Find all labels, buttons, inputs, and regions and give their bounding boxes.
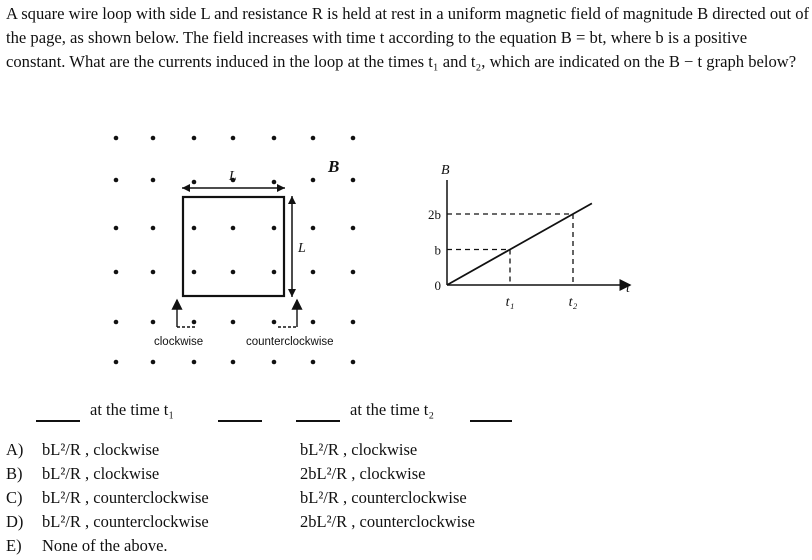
field-label: B bbox=[328, 157, 340, 176]
y-tick-label: 2b bbox=[428, 207, 441, 222]
choice-letter: E) bbox=[6, 536, 22, 555]
choice-t1: bL²/R , counterclockwise bbox=[42, 488, 209, 507]
choice-t2: bL²/R , counterclockwise bbox=[300, 488, 467, 507]
counterclockwise-label: counterclockwise bbox=[246, 336, 334, 348]
y-axis-label: B bbox=[441, 163, 450, 178]
x-tick-label: t₁ bbox=[505, 295, 515, 310]
side-label-right: L bbox=[298, 241, 306, 256]
y-tick-label: b bbox=[434, 242, 441, 258]
header-t2: at the time t₂ bbox=[350, 400, 435, 419]
problem-statement: A square wire loop with side L and resistance R is held at rest in a uniform magnetic field of magnitude B directed out of the page, as shown below. The field increases with time t according to the equation B = bt, where b is a positive constant. What are the currents induced in the loop at the times t₁ and t₂, which are indicated on the B − t graph below? bbox=[6, 4, 810, 71]
choice-letter: A) bbox=[6, 440, 24, 459]
answer-blank bbox=[36, 420, 80, 422]
header-t1: at the time t₁ bbox=[90, 400, 175, 419]
choice-t1: bL²/R , counterclockwise bbox=[42, 512, 209, 531]
answer-blank bbox=[218, 420, 262, 422]
answer-blank bbox=[296, 420, 340, 422]
choice-t2: bL²/R , clockwise bbox=[300, 440, 418, 459]
side-label-top: L bbox=[229, 169, 237, 184]
x-tick-label: t₂ bbox=[568, 295, 578, 310]
choice-letter: C) bbox=[6, 488, 23, 507]
choice-letter: B) bbox=[6, 464, 23, 483]
choice-t2: 2bL²/R , counterclockwise bbox=[300, 512, 475, 531]
choice-t1: None of the above. bbox=[42, 536, 168, 555]
choice-t2: 2bL²/R , clockwise bbox=[300, 464, 426, 483]
x-axis-label: t bbox=[626, 281, 630, 296]
clockwise-label: clockwise bbox=[154, 336, 204, 348]
y-tick-label: 0 bbox=[434, 278, 441, 293]
choice-letter: D) bbox=[6, 512, 24, 531]
answer-blank bbox=[470, 420, 512, 422]
choice-t1: bL²/R , clockwise bbox=[42, 440, 160, 459]
series-line-b-vs-t bbox=[447, 203, 592, 285]
choice-t1: bL²/R , clockwise bbox=[42, 464, 160, 483]
